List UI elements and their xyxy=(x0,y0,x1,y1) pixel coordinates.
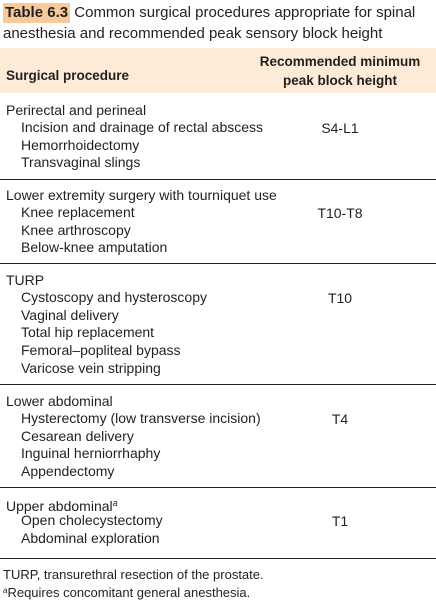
group-divider xyxy=(0,263,436,264)
procedure-list xyxy=(21,289,207,378)
group-title: TURP xyxy=(6,272,45,288)
procedure-item: Varicose vein stripping xyxy=(21,359,161,376)
header-surgical-procedure: Surgical procedure xyxy=(6,68,130,83)
block-height-value: T10 xyxy=(327,290,353,306)
table-caption xyxy=(3,2,433,44)
footnote-a-text: Requires concomitant general anesthesia. xyxy=(7,585,251,600)
procedure-item: Appendectomy xyxy=(21,463,115,480)
procedure-item: Transvaginal slings xyxy=(21,154,141,171)
procedure-item: Cystoscopy and hysteroscopy xyxy=(21,289,207,305)
group-title: Lower abdominal xyxy=(6,393,113,409)
procedure-list xyxy=(21,410,261,481)
group-title: Perirectal and perineal xyxy=(6,102,147,118)
table-label: Table 6.3 xyxy=(5,4,69,21)
header-block-height xyxy=(250,52,430,90)
procedure-item: Abdominal exploration xyxy=(21,529,160,546)
procedure-item: Femoral–popliteal bypass xyxy=(21,342,181,359)
block-height-value: T10-T8 xyxy=(317,205,363,221)
procedure-list xyxy=(21,119,263,172)
procedure-item: Knee replacement xyxy=(21,204,135,220)
procedure-item: Knee arthroscopy xyxy=(21,221,131,238)
block-height-value: S4-L1 xyxy=(321,120,359,136)
block-height-value: T4 xyxy=(331,411,349,427)
procedure-list xyxy=(21,204,167,257)
procedure-item: Incision and drainage of rectal abscess xyxy=(21,119,264,135)
header-block-height-line1: Recommended minimum xyxy=(259,54,421,69)
procedure-item: Hysterectomy (low transverse incision) xyxy=(21,410,261,426)
procedure-item: Vaginal delivery xyxy=(21,306,119,323)
header-block-height-line2: peak block height xyxy=(282,73,398,88)
footnote-a-marker: a xyxy=(3,586,8,595)
caption-text: Common surgical procedures appropriate for spinal anesthesia and recommended peak sensory block height xyxy=(3,4,416,42)
footnote-turp: TURP, transurethral resection of the prostate. xyxy=(3,567,264,582)
group-title: Lower extremity surgery with tourniquet use xyxy=(6,187,277,203)
group-divider xyxy=(0,487,436,488)
group-divider xyxy=(0,179,436,180)
footnote-a xyxy=(3,583,264,601)
procedure-list xyxy=(21,512,163,547)
footnote-marker: a xyxy=(112,498,118,508)
group-divider xyxy=(0,384,436,385)
procedure-item: Total hip replacement xyxy=(21,324,155,341)
procedure-item: Inguinal herniorrhaphy xyxy=(21,445,161,462)
procedure-item: Open cholecystectomy xyxy=(21,512,163,528)
procedure-item: Cesarean delivery xyxy=(21,427,134,444)
group-title-text: Upper abdominal xyxy=(6,498,113,514)
procedure-item: Hemorrhoidectomy xyxy=(21,136,140,153)
table-bottom-rule xyxy=(0,558,436,559)
block-height-value: T1 xyxy=(331,513,349,529)
table-footnotes xyxy=(3,567,264,601)
procedure-item: Below-knee amputation xyxy=(21,239,168,256)
